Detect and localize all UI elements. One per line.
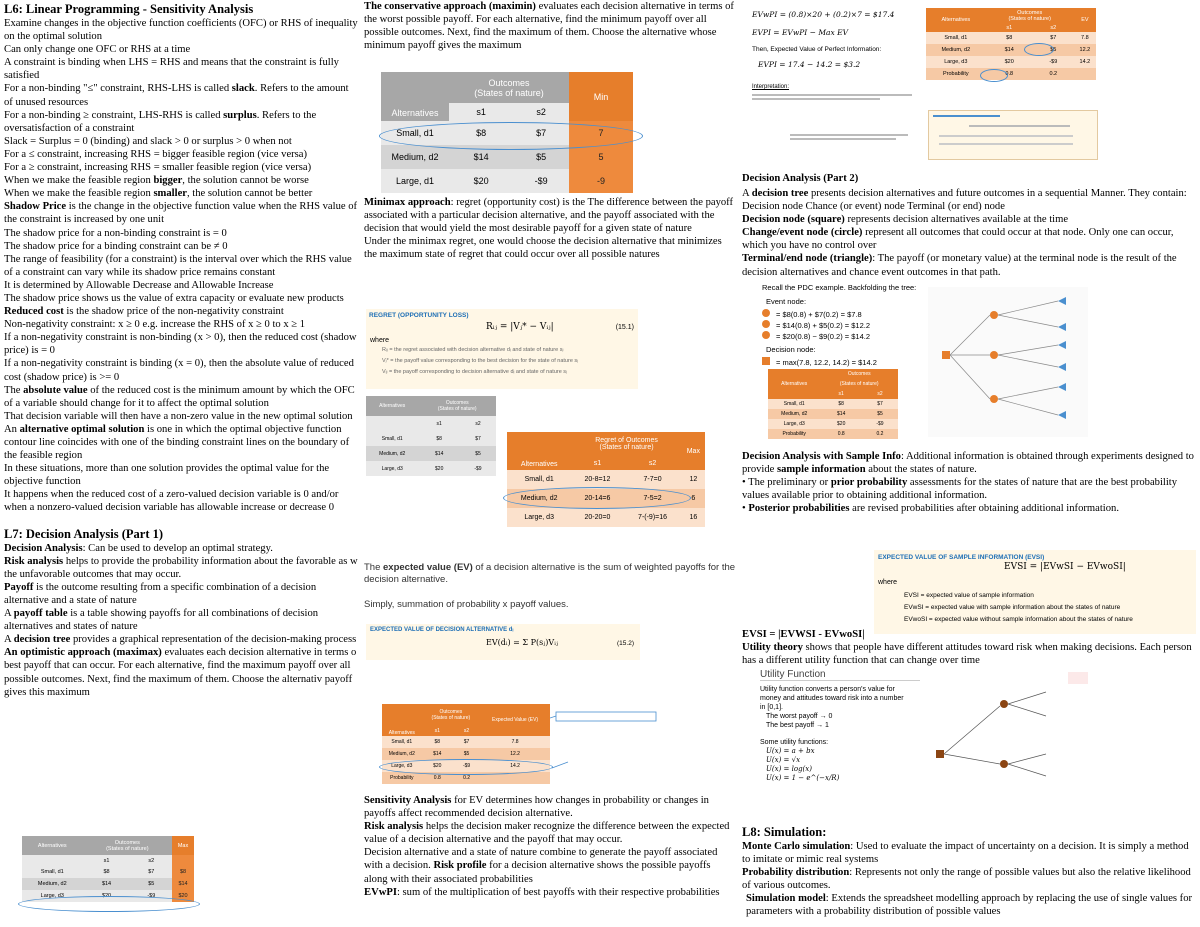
regret-eq-number: (15.1): [615, 324, 634, 331]
text-line: Examine changes in the objective function coefficients (OFC) or RHS of inequality on the optimal solution: [4, 18, 358, 43]
highlight-ring: [980, 69, 1008, 82]
header-outcomes: Outcomes (States of nature): [422, 704, 481, 726]
text-line: In these situations, more than one solution provides the optimal value for the objective function: [4, 463, 330, 488]
alt-optimal-line: An alternative optimal solution is one in which the optimal objective function contour line coincides with one of the binding constraint lines on the boundary of the feasible region: [4, 423, 350, 462]
ev-table-image: [382, 704, 550, 790]
decision-node-label: Decision node:: [766, 345, 816, 354]
row-label: Small, d1: [381, 121, 449, 145]
text-line: The range of feasibility (for a constraint) is the interval over which the RHS value of a constraint can vary while its shadow price remains constant: [4, 253, 352, 278]
formula: U(x) = log(x): [766, 765, 812, 773]
chance-node-line: Change/event node (circle) represent all outcomes that could occur at that node. Only one can occur, which you have no control over: [742, 227, 1174, 252]
evsi-defs: [904, 590, 1133, 626]
cell: $14: [83, 878, 131, 890]
text-line: If a non-negativity constraint is binding (x = 0), then the absolute value of reduced cost (shadow price) is >= 0: [4, 358, 354, 383]
risk-analysis-line: Risk analysis helps the decision maker recognize the difference between the expected value of a decision alternative and the payoff that may occur.: [364, 821, 730, 846]
regret-formula-box: [366, 309, 638, 389]
evsi-formula: EVSI = |EVwSI − EVwoSI|: [1004, 562, 1126, 572]
chance-node-icon: [1000, 700, 1008, 708]
cell: $5: [513, 145, 569, 169]
header-outcomes: Outcomes (States of nature): [418, 396, 496, 416]
l7-title: L7: Decision Analysis (Part 1): [4, 526, 164, 541]
text-line: Non-negativity constraint: x ≥ 0 e.g. increase the RHS of x ≥ 0 to x ≥ 1: [4, 319, 306, 331]
branch: [1008, 692, 1046, 704]
cell: 0.8: [837, 431, 845, 437]
cell: 7-7=0: [643, 476, 662, 483]
cell: $20: [83, 890, 131, 902]
row-label: Large, d3: [391, 763, 413, 769]
l8-title: L8: Simulation:: [742, 825, 827, 839]
decision-node-icon: [936, 750, 944, 758]
backfolding-slide-image: [748, 281, 1092, 441]
regret-table-image: [507, 432, 705, 528]
cell: $7: [877, 401, 883, 407]
header-alternatives: Alternatives: [768, 369, 820, 399]
def-line: Vᵢⱼ = the payoff corresponding to decision alternative dᵢ and state of nature sⱼ: [382, 369, 568, 375]
row-label: Medium, d2: [520, 495, 558, 502]
header-s1: s1: [449, 103, 513, 121]
payoff-line: Payoff is the outcome resulting from a specific combination of a decision alternative and a state of nature: [4, 581, 317, 606]
header-alternatives: Alternatives: [382, 704, 422, 736]
cell: 7-5=2: [643, 495, 662, 502]
reduced-cost-line: Reduced cost is the shadow price of the non-negativity constraint: [4, 306, 284, 318]
text-line: The shadow price for a non-binding constraint is = 0: [4, 227, 227, 239]
row-label: Medium, d2: [22, 878, 83, 890]
cell-min: 7: [569, 121, 633, 145]
header-s1: s1: [418, 416, 460, 431]
minimax-regret-line: Under the minimax regret, one would choose the decision alternative that minimizes the maximum state of regret that could occur over all possible natures: [364, 236, 722, 261]
cell: -$9: [131, 890, 173, 902]
row-label: Small, d1: [524, 476, 554, 483]
ev-text-block: [364, 562, 736, 611]
cell-min: -9: [569, 169, 633, 193]
header-ev: EV: [1074, 8, 1096, 32]
header-outcomes: Outcomes (States of nature): [820, 369, 898, 389]
recall-text: Recall the PDC example. Backfolding the tree:: [762, 283, 917, 292]
header-s2: s2: [460, 416, 496, 431]
header-max: Max: [172, 836, 194, 855]
regret-heading: REGRET (OPPORTUNITY LOSS): [369, 312, 469, 319]
row-label: Medium, d2: [381, 145, 449, 169]
evpi-slide-image: [748, 6, 1098, 162]
tree-line: A decision tree presents decision alternatives and future outcomes in a sequential Manner. They contain: Decision node Chance (or event) node Terminal (or end) node: [742, 188, 1187, 213]
highlight-ring: [379, 759, 553, 775]
header-ev: Expected Value (EV): [480, 704, 550, 736]
shadow-price-line: Shadow Price is the change in the objective function value when the RHS value of the constraint is increased by one unit: [4, 201, 358, 226]
evpi-line: EVPI = 17.4 − 14.2 = $3.2: [758, 60, 861, 69]
cell: $20: [837, 421, 846, 427]
interpretation-text: [752, 92, 912, 102]
cell-ev: 12.2: [510, 751, 520, 757]
text-line: The shadow price shows us the value of extra capacity or evaluate new products: [4, 292, 344, 304]
terminal-node-line: Terminal/end node (triangle): The payoff (or monetary value) at the terminal node is the result of the decision alternatives and chance event outcomes in that path.: [742, 253, 1177, 278]
row-label: Small, d1: [366, 431, 418, 446]
header-s2: s2: [1033, 23, 1074, 32]
cell: 0.8: [1005, 71, 1014, 77]
cell: $20: [433, 763, 442, 769]
annotation-box: [556, 712, 656, 721]
cell: $8: [418, 431, 460, 446]
row-label: Medium, d2: [781, 411, 808, 417]
interpretation-label: Interpretation:: [752, 84, 790, 90]
cell: 20-8=12: [584, 476, 611, 483]
utility-tree-diagram: [920, 680, 1070, 790]
decision-tree-diagram: [928, 287, 1088, 437]
sensitivity-line: Sensitivity Analysis for EV determines how changes in probability or changes in payoffs affect recommended decision alternative.: [364, 795, 709, 820]
cell-max: $8: [172, 866, 194, 878]
event-node-icon: [762, 331, 770, 339]
cell: $8: [449, 121, 513, 145]
evsi-formula-box: [874, 550, 1196, 634]
cell: -$9: [513, 169, 569, 193]
text-line: For a ≥ constraint, increasing RHS = smaller feasible region (vice versa): [4, 162, 312, 174]
cell: 20-20=0: [584, 514, 611, 521]
utility-title: Utility Function: [760, 670, 920, 681]
ev-heading: EXPECTED VALUE OF DECISION ALTERNATIVE dᵢ: [370, 627, 514, 633]
header-outcomes: Outcomes (States of nature): [83, 836, 173, 855]
row-label: Medium, d2: [388, 751, 415, 757]
event-node-icon: [762, 320, 770, 328]
annotation-arrow: [552, 762, 568, 768]
header-s2: s2: [862, 389, 898, 399]
def-line: EVSI = expected value of sample information: [904, 592, 1034, 599]
text-line: For a ≤ constraint, increasing RHS = bigger feasible region (vice versa): [4, 148, 308, 160]
branch: [1008, 704, 1046, 716]
def-line: Vⱼ* = the payoff value corresponding to the best decision for the state of nature sⱼ: [382, 358, 579, 364]
event-node-label: Event node:: [766, 297, 807, 306]
cell-max: 12: [689, 476, 698, 483]
row-label: Large, d1: [381, 169, 449, 193]
branch: [1008, 764, 1046, 776]
header-s2: s2: [513, 103, 569, 121]
evpi-line: EVPI = EVwPI − Max EV: [752, 28, 848, 37]
bullet: Some utility functions:: [760, 739, 829, 746]
cell-ev: 14.2: [1079, 59, 1091, 65]
ev-simply: Simply, summation of probability x payoff values.: [364, 599, 569, 610]
def-line: Rᵢⱼ = the regret associated with decision alternative dᵢ and state of nature sⱼ: [382, 347, 564, 353]
surplus-line: For a non-binding ≥ constraint, LHS-RHS is called surplus. Refers to the oversatisfaction of a constraint: [4, 109, 317, 134]
decision-node-icon: [942, 351, 950, 359]
header-s2: s2: [131, 855, 173, 866]
cell: 0.2: [876, 431, 884, 437]
decision-node-line: Decision node (square) represents decision alternatives available at the time: [742, 214, 1069, 226]
sim-model-line: Simulation model: Extends the spreadsheet modelling approach by replacing the use of single values for parameters with a probability distribution of possible values: [746, 893, 1193, 918]
evsi-equation: EVSI = |EVWSI - EVwoSI|: [742, 629, 865, 640]
minimax-block: [364, 196, 736, 261]
cell: $7: [463, 739, 470, 745]
decision-analysis-line: Decision Analysis: Can be used to develop an optimal strategy.: [4, 542, 273, 554]
prior-line: • The preliminary or prior probability assessments for the states of nature that are the best probability values available prior to obtaining additional information.: [742, 477, 1178, 502]
cell: $5: [460, 446, 496, 461]
row-label: Medium, d2: [366, 446, 418, 461]
header-outcomes: Outcomes (States of nature): [986, 8, 1074, 23]
cell-ev: 7.8: [1081, 35, 1089, 41]
def-line: EVwSI = expected value with sample information about the states of nature: [904, 604, 1121, 611]
header-alternatives: Alternatives: [22, 836, 83, 855]
cell-ev: 12.2: [1079, 47, 1091, 53]
cell-ev: 7.8: [511, 739, 519, 745]
chance-node-icon: [990, 311, 998, 319]
where-label: where: [878, 579, 898, 586]
small-payoff-table: [366, 396, 496, 476]
conservative-line: The conservative approach (maximin) evaluates each decision alternative in terms of the worst possible payoff. For each alternative, find the minimum payoff over all possible outcomes. Next, find the maximum of them. Choose the alternative whose minimum payoff gives the maximum: [364, 1, 734, 52]
simulation-block: [742, 823, 1196, 919]
header-max: Max: [682, 432, 705, 470]
row-label: Large, d3: [366, 461, 418, 476]
decision-calc: = max(7.8, 12.2, 14.2) = $14.2: [776, 358, 877, 367]
cell: 0.8: [433, 775, 441, 781]
cell: $20: [449, 169, 513, 193]
minimax-line: Minimax approach: regret (opportunity cost) is the The difference between the payoff associated with a particular decision alternative, and the payoff associated with the decision that would yield the most desirable payoff for a given state of nature: [364, 197, 734, 235]
cell: $8: [83, 866, 131, 878]
row-label: Large, d3: [783, 421, 805, 427]
cell: $7: [460, 431, 496, 446]
cell: $7: [1050, 35, 1057, 41]
cell: $14: [418, 446, 460, 461]
row-label: Small, d1: [783, 401, 805, 407]
row-label: Probability: [390, 775, 414, 781]
ev-formula: EV(dᵢ) = Σ P(sⱼ)Vᵢⱼ: [486, 638, 558, 647]
bullet: Utility function converts a person's value for money and attitudes toward risk into a number in [0,1].: [760, 686, 904, 711]
text-line: Can only change one OFC or RHS at a time: [4, 44, 191, 56]
cell: $14: [837, 411, 846, 417]
cell-max: $20: [172, 890, 194, 902]
utility-line: Utility theory shows that people have different attitudes toward risk when making decisions. Each person has a different utility function that can change over time: [742, 642, 1192, 667]
cell-min: 5: [569, 145, 633, 169]
da2-title: Decision Analysis (Part 2): [742, 173, 859, 184]
cell: $14: [449, 145, 513, 169]
text-line: The shadow price for a binding constraint can be ≠ 0: [4, 240, 228, 252]
ev-eq-number: (15.2): [617, 640, 634, 647]
posterior-line: • Posterior probabilities are revised probabilities after obtaining additional information.: [742, 503, 1119, 515]
cell-ev: 14.2: [510, 763, 520, 769]
header-s1: s1: [986, 23, 1033, 32]
header-regret: Regret of Outcomes (States of nature): [571, 432, 681, 456]
branch: [1008, 754, 1046, 764]
text-line: It is determined by Allowable Decrease and Allowable Increase: [4, 279, 274, 291]
evsi-heading: EXPECTED VALUE OF SAMPLE INFORMATION (EVSI): [878, 554, 1045, 561]
evwpi-line: EVwPI: sum of the multiplication of best payoffs with their respective probabilities: [364, 886, 720, 898]
bullet: The worst payoff → 0: [766, 713, 833, 720]
cell: $8: [838, 401, 844, 407]
cell: $5: [131, 878, 173, 890]
formula: U(x) = √x: [766, 756, 801, 764]
cell: -$9: [462, 763, 471, 769]
row-label: Probability: [782, 431, 806, 437]
sensitivity-block: [364, 794, 736, 899]
text-line: If a non-negativity constraint is non-binding (x > 0), then the reduced cost (shadow price) is = 0: [4, 332, 357, 357]
cell: $5: [1050, 47, 1057, 53]
row-label: Large, d3: [22, 890, 83, 902]
event-calcs: = $8(0.8) + $7(0.2) = $7.8 = $14(0.8) + $5(0.2) = $12.2 = $20(0.8) − $9(0.2) = $14.2: [762, 309, 870, 342]
utility-block: [742, 628, 1196, 667]
ev-definition: The expected value (EV) of a decision alternative is the sum of weighted payoffs for the decision alternative.: [364, 562, 736, 585]
text-line: A constraint is binding when LHS = RHS and means that the constraint is fully satisfied: [4, 57, 339, 82]
chance-node-icon: [990, 395, 998, 403]
row-label: Large, d3: [524, 514, 554, 521]
text-line: Slack = Surplus = 0 (binding) and slack > 0 or surplus > 0 when not: [4, 135, 292, 147]
decision-node-icon: [762, 357, 770, 365]
prob-dist-line: Probability distribution: Represents not only the range of possible values but also the relative likelihood of various outcomes.: [742, 867, 1191, 892]
event-node-icon: [762, 309, 770, 317]
evpi-note: [790, 132, 908, 140]
highlight-ring: [1024, 43, 1054, 56]
cell: -$9: [460, 461, 496, 476]
evpi-line: Then, Expected Value of Perfect Information:: [752, 46, 882, 53]
column-decision-approaches: [364, 0, 736, 52]
cell: 0.2: [1049, 71, 1058, 77]
cell: 0.2: [463, 775, 471, 781]
cell: $20: [418, 461, 460, 476]
header-alternatives: Alternatives: [381, 72, 449, 121]
header-s2: s2: [453, 726, 480, 736]
regret-defs: [382, 345, 578, 378]
formula: U(x) = a + bx: [766, 747, 815, 755]
row-label: Small, d1: [944, 35, 968, 41]
highlight-ring: [379, 122, 643, 150]
utility-bullets: [760, 685, 910, 783]
decision-analysis-part2: [742, 170, 1196, 279]
cell: $20: [1004, 59, 1014, 65]
l6-title: L6: Linear Programming - Sensitivity Analysis: [4, 2, 254, 16]
optimistic-line: An optimistic approach (maximax) evaluates each decision alternative in terms o best payoff that can occur. For each alternative, find the maximum payoff over all possible outcomes. Next, find the maximum of them. Choose the alternativ payoff gives this maximum: [4, 647, 357, 698]
chance-node-icon: [990, 351, 998, 359]
cell: $7: [513, 121, 569, 145]
header-s1: s1: [820, 389, 862, 399]
branch: [944, 754, 1000, 764]
header-alternatives: Alternatives: [926, 8, 986, 32]
header-alternatives: Alternatives: [507, 432, 571, 470]
utility-slide-image: [760, 670, 1070, 800]
sample-info-block: [742, 450, 1196, 515]
smaller-line: When we make the feasible region smaller, the solution cannot be better: [4, 188, 313, 200]
cell: $8: [434, 739, 441, 745]
cell: $14: [433, 751, 442, 757]
formula: U(x) = 1 − e^(−x/R): [766, 774, 840, 782]
header-s2: s2: [623, 456, 681, 470]
column-lp-sensitivity: [4, 0, 358, 699]
logo: [1068, 672, 1088, 684]
highlight-ring: [503, 487, 691, 509]
risk-analysis-line: Risk analysis helps to provide the probability information about the favorable as w the unfavorable outcomes that may occur.: [4, 555, 358, 580]
row-label: Probability: [942, 71, 969, 77]
where-label: where: [370, 337, 390, 344]
cell-max: 16: [689, 514, 698, 521]
evpi-line: EVwPI = (0.8)×20 + (0.2)×7 = $17.4: [752, 10, 895, 19]
payoff-table-line: A payoff table is a table showing payoffs for all combinations of decision alternatives and states of nature: [4, 608, 319, 633]
absolute-value-line: The absolute value of the reduced cost is the minimum amount by which the OFC of a variable should change for it to affect the optimal solution: [4, 384, 355, 409]
slack-line: For a non-binding "≤" constraint, RHS-LHS is called slack. Refers to the amount of unused resources: [4, 83, 349, 108]
dasi-line: Decision Analysis with Sample Info: Additional information is obtained through experiments designed to provide sample information about the states of nature.: [742, 451, 1194, 476]
row-label: Small, d1: [22, 866, 83, 878]
cell: $5: [463, 751, 470, 757]
risk-profile-line: Decision alternative and a state of nature combine to generate the payoff associated with a decision. Risk profile for a decision alternative shows the possible payoffs along with their associated probabilities: [364, 847, 718, 885]
cell: 7-(-9)=16: [638, 514, 668, 521]
cell: -$9: [1049, 59, 1058, 65]
header-s1: s1: [422, 726, 453, 736]
bigger-line: When we make the feasible region bigger, the solution cannot be worse: [4, 175, 309, 187]
highlight-ring: [18, 896, 200, 912]
bullet: The best payoff → 1: [766, 722, 829, 729]
text-line: It happens when the reduced cost of a zero-valued decision variable is 0 and/or when a nonzero-valued decision variable has allowable increase or decrease 0: [4, 489, 339, 514]
regret-formula: Rᵢⱼ = |Vⱼ* − Vᵢⱼ|: [486, 322, 554, 332]
cell: $14: [1004, 47, 1014, 53]
maximax-table-image: [22, 836, 194, 922]
chance-node-icon: [1000, 760, 1008, 768]
header-alternatives: Alternatives: [366, 396, 418, 416]
cell: -$9: [876, 421, 884, 427]
def-line: EVwoSI = expected value without sample information about the states of nature: [904, 616, 1133, 623]
row-label: Large, d3: [944, 59, 968, 65]
text-line: That decision variable will then have a non-zero value in the new optimal solution: [4, 410, 353, 422]
row-label: Medium, d2: [941, 47, 971, 53]
cell-max: $14: [172, 878, 194, 890]
ev-formula-box: [366, 624, 640, 660]
decision-tree-line: A decision tree provides a graphical representation of the decision-making process: [4, 634, 357, 646]
branch: [944, 706, 1000, 754]
ev-annotations: [550, 704, 670, 794]
header-outcomes: Outcomes (States of nature): [449, 72, 569, 103]
header-min: Min: [569, 72, 633, 121]
monte-carlo-line: Monte Carlo simulation: Used to evaluate the impact of uncertainty on a decision. It is simply a method to imitate or mimic real systems: [742, 841, 1189, 866]
header-s1: s1: [571, 456, 623, 470]
cell: $7: [131, 866, 173, 878]
evpi-formula-box: [928, 110, 1098, 160]
row-label: Small, d1: [391, 739, 413, 745]
header-s1: s1: [83, 855, 131, 866]
cell: $5: [877, 411, 883, 417]
annotation-arrow: [550, 716, 556, 718]
cell: 20-14=6: [584, 495, 611, 502]
maximin-table-image: [381, 72, 633, 192]
cell: $8: [1006, 35, 1013, 41]
cell-max: 6: [691, 495, 696, 502]
